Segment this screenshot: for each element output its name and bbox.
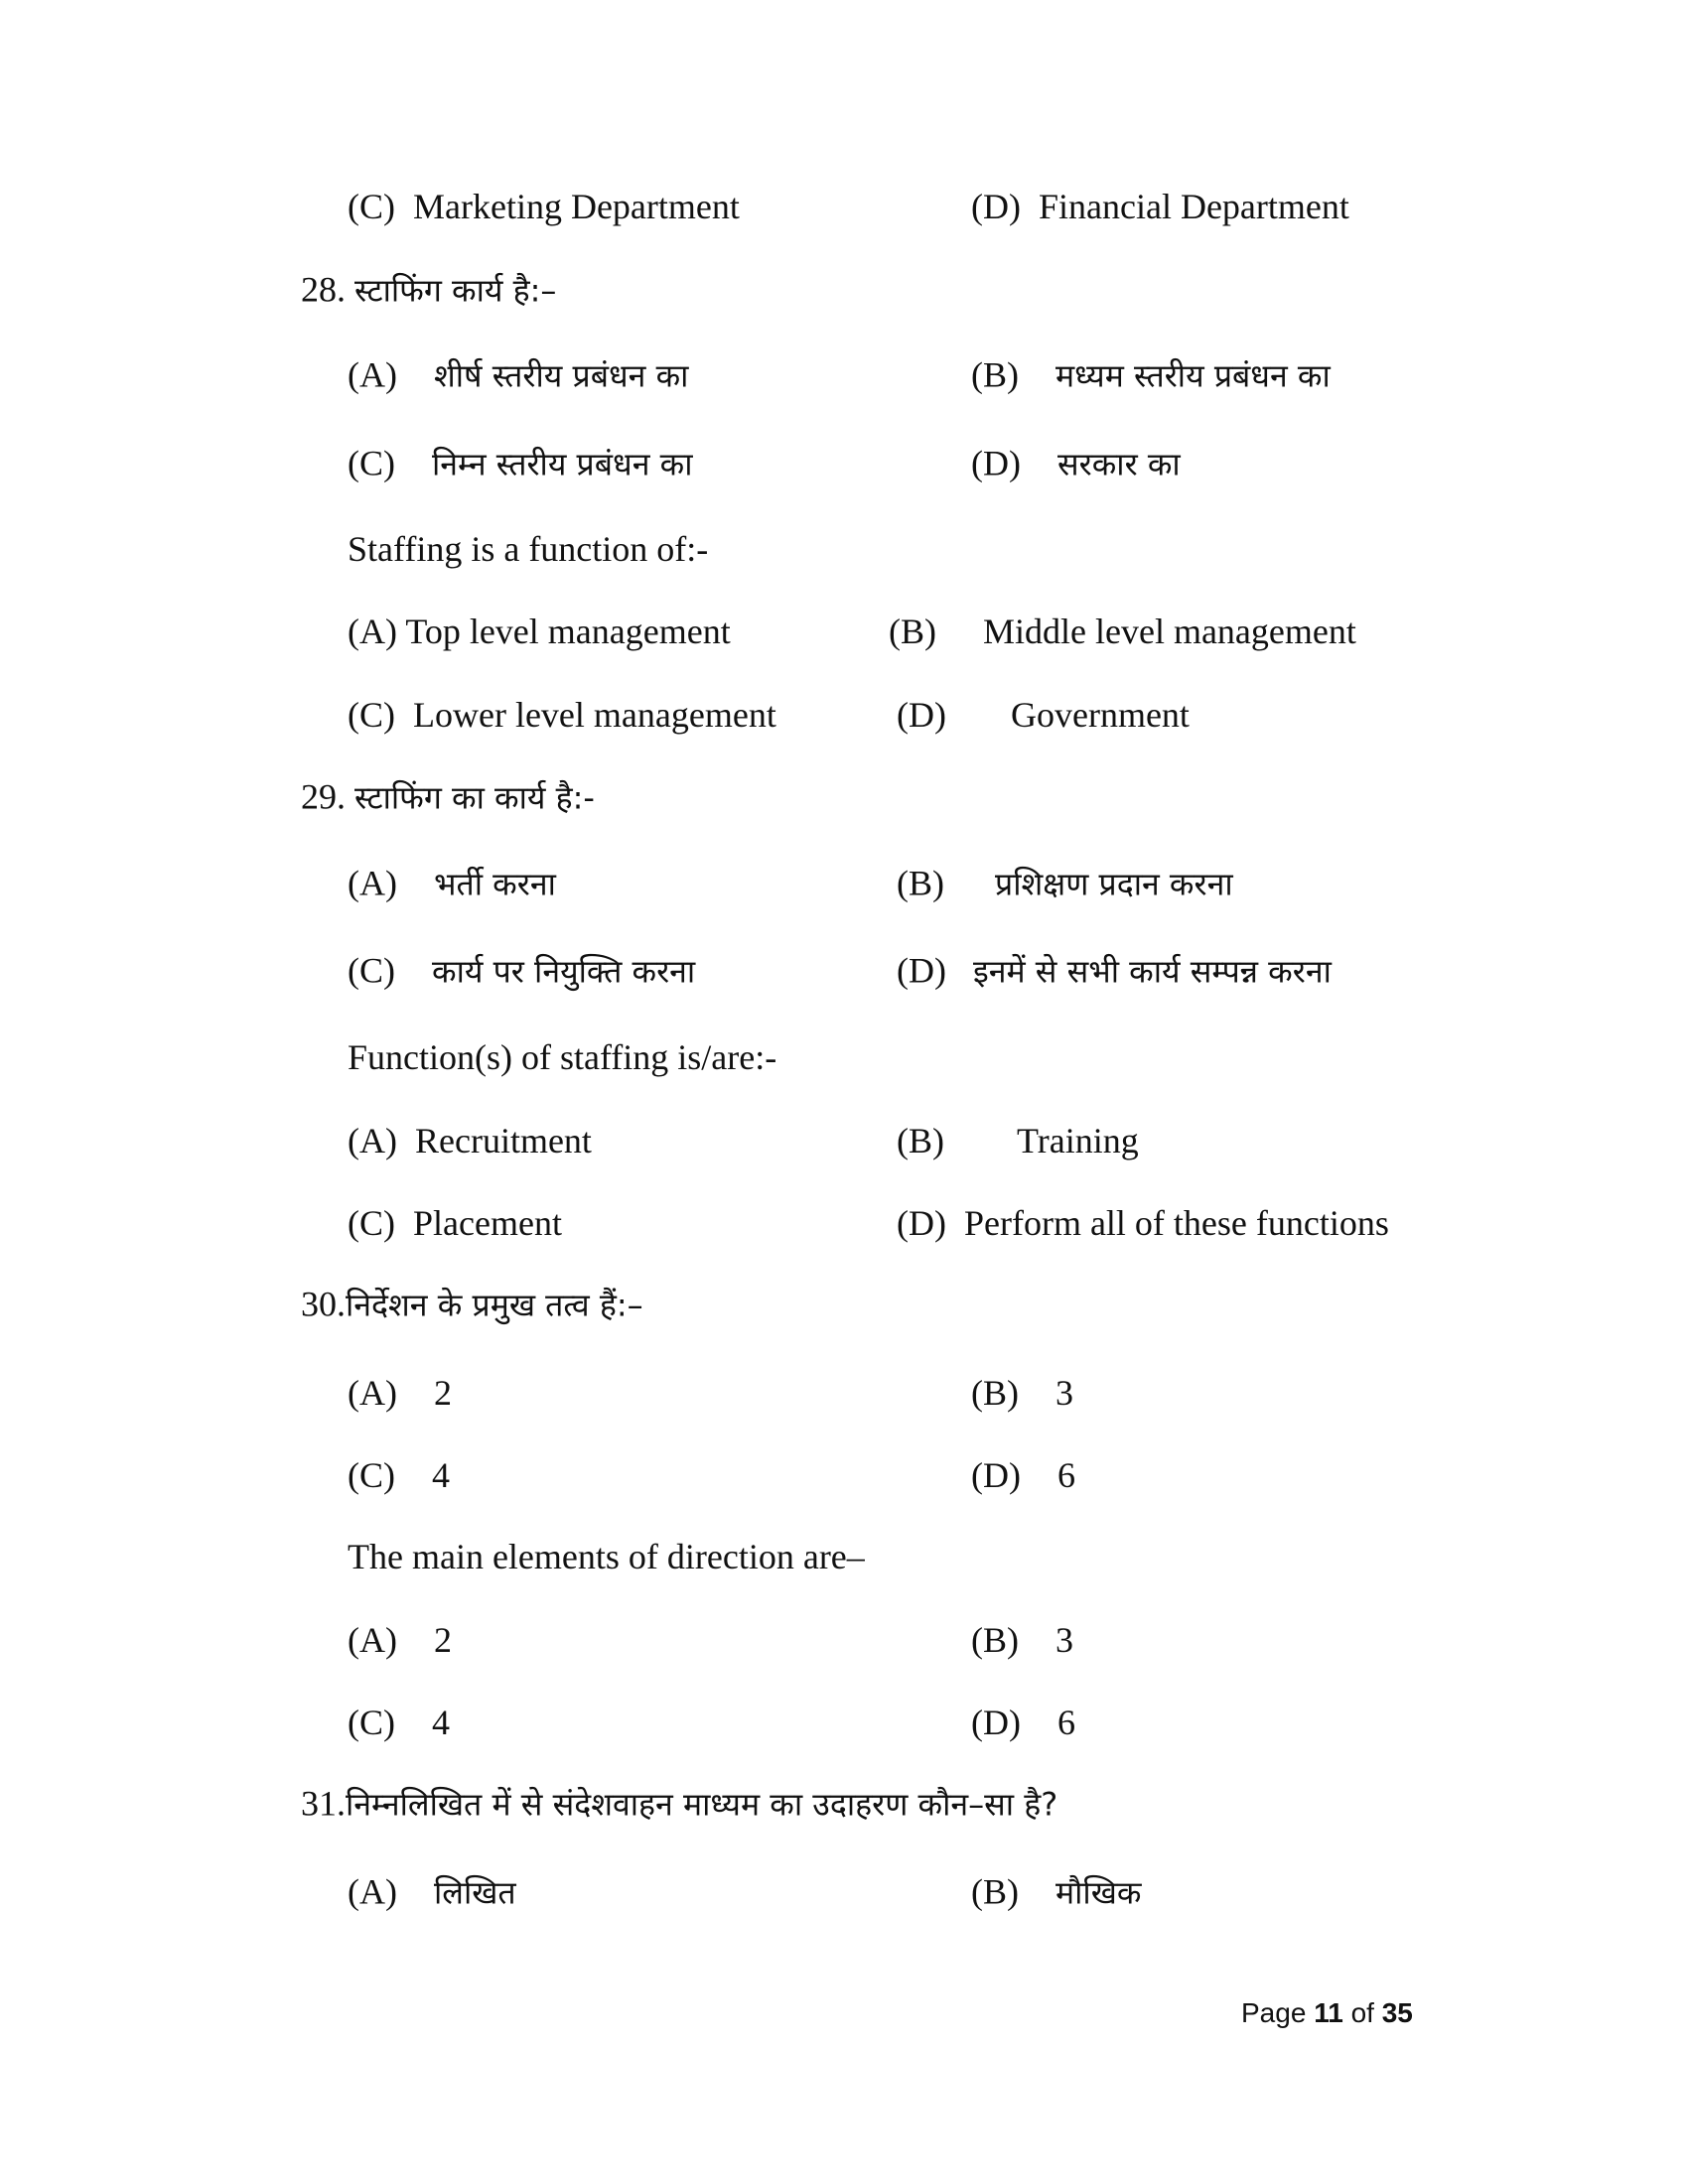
option-text: कार्य पर नियुक्ति करना (432, 952, 696, 991)
option-text: Training (1017, 1121, 1139, 1160)
q29-hindi-question (301, 775, 595, 820)
option-label: (C) (348, 1703, 395, 1742)
option-label: (A) (348, 354, 397, 395)
q28-english-option-b (889, 610, 1356, 653)
question-number: 31. (301, 1783, 346, 1824)
q28-hindi-option-d (971, 442, 1181, 486)
q30-hindi-question (301, 1283, 643, 1327)
option-label: (B) (889, 612, 936, 651)
q28-english-option-d (897, 693, 1190, 737)
q29-hindi-option-b (897, 862, 1233, 906)
option-text: सरकार का (1056, 445, 1181, 483)
q30-hindi-option-c (348, 1453, 450, 1497)
option-label: (A) (348, 1121, 397, 1160)
q28-english-question: Staffing is a function of:- (348, 529, 709, 569)
q28-hindi-option-b (971, 353, 1331, 398)
option-label: (D) (971, 1703, 1021, 1742)
question-text: निर्देशन के प्रमुख तत्व हैं:– (346, 1286, 643, 1324)
page-word: Page (1241, 1997, 1307, 2028)
option-text: Placement (413, 1203, 562, 1243)
q31-hindi-option-b (971, 1870, 1141, 1915)
option-label: (B) (971, 354, 1019, 395)
q30-english-option-d (971, 1701, 1075, 1744)
option-text: 3 (1055, 1373, 1073, 1413)
option-text: Financial Department (1038, 187, 1349, 226)
q29-hindi-option-d (897, 949, 1332, 994)
q30-hindi-option-a (348, 1371, 452, 1415)
option-label: (A) (348, 1871, 397, 1912)
option-text: 2 (433, 1620, 452, 1660)
option-text: मध्यम स्तरीय प्रबंधन का (1055, 356, 1331, 395)
q30-english-option-a (348, 1618, 452, 1662)
option-label: (C) (348, 443, 395, 483)
option-text: Middle level management (983, 612, 1356, 651)
q29-english-question: Function(s) of staffing is/are:- (348, 1037, 777, 1077)
option-text: 3 (1055, 1620, 1073, 1660)
option-text: भर्ती करना (433, 865, 556, 903)
option-label: (B) (971, 1620, 1019, 1660)
option-label: (D) (971, 443, 1021, 483)
option-text: प्रशिक्षण प्रदान करना (995, 865, 1233, 903)
option-label: (C) (348, 187, 395, 226)
q30-hindi-option-b (971, 1371, 1073, 1415)
option-text: 2 (433, 1373, 452, 1413)
question-number: 29. (301, 776, 346, 817)
option-label: (D) (971, 1455, 1021, 1495)
option-label: (C) (348, 695, 395, 735)
option-text: 6 (1056, 1455, 1075, 1495)
current-page: 11 (1314, 1997, 1343, 2028)
option-text: Lower level management (413, 695, 776, 735)
option-label: (C) (348, 950, 395, 991)
q28-hindi-question (301, 268, 556, 313)
option-label: (D) (897, 1203, 946, 1243)
option-label: (A) (348, 1620, 397, 1660)
q29-hindi-option-a (348, 862, 556, 906)
option-label: (D) (971, 187, 1021, 226)
q29-english-option-b (897, 1119, 1139, 1162)
option-label: (D) (897, 695, 946, 735)
q29-hindi-option-c (348, 949, 695, 994)
q30-english-option-b (971, 1618, 1073, 1662)
question-text: स्टाफिंग कार्य है:– (354, 271, 557, 310)
option-text: 6 (1056, 1703, 1075, 1742)
option-label: (A) (348, 612, 397, 651)
option-text: शीर्ष स्तरीय प्रबंधन का (433, 356, 689, 395)
option-label: (B) (897, 863, 944, 903)
q28-english-option-a (348, 610, 731, 653)
option-label: (C) (348, 1203, 395, 1243)
option-label: (A) (348, 1373, 397, 1413)
option-text: Marketing Department (413, 187, 740, 226)
option-text: 4 (432, 1455, 450, 1495)
option-text: मौखिक (1055, 1873, 1142, 1912)
question-text: स्टाफिंग का कार्य है:- (354, 778, 595, 817)
option-label: (B) (971, 1373, 1019, 1413)
q30-english-question: The main elements of direction are– (348, 1537, 865, 1576)
of-word: of (1350, 1997, 1374, 2028)
option-text: Government (1010, 695, 1190, 735)
option-text: लिखित (433, 1873, 516, 1912)
option-text: इनमें से सभी कार्य सम्पन्न करना (972, 952, 1332, 991)
q29-english-option-d (897, 1201, 1389, 1245)
option-text: Recruitment (414, 1121, 592, 1160)
q28-hindi-option-a (348, 353, 688, 398)
option-text: Top level management (405, 612, 731, 651)
q31-hindi-question (301, 1782, 1057, 1827)
q29-english-option-c (348, 1201, 562, 1245)
option-label: (C) (348, 1455, 395, 1495)
total-pages: 35 (1381, 1997, 1413, 2028)
option-label: (B) (971, 1871, 1019, 1912)
q29-english-option-a (348, 1119, 592, 1162)
q30-hindi-option-d (971, 1453, 1075, 1497)
q28-hindi-option-c (348, 442, 693, 486)
question-number: 30. (301, 1284, 346, 1324)
q27-option-d (971, 185, 1349, 228)
option-label: (A) (348, 863, 397, 903)
option-text: 4 (432, 1703, 450, 1742)
q27-option-c (348, 185, 740, 228)
option-label: (B) (897, 1121, 944, 1160)
question-number: 28. (301, 269, 346, 310)
page-number-footer (1241, 1997, 1413, 2029)
question-text: निम्नलिखित में से संदेशवाहन माध्यम का उदाहरण कौन–सा है? (346, 1785, 1058, 1824)
q31-hindi-option-a (348, 1870, 516, 1915)
q30-english-option-c (348, 1701, 450, 1744)
q28-english-option-c (348, 693, 776, 737)
option-text: Perform all of these functions (963, 1203, 1389, 1243)
option-text: निम्न स्तरीय प्रबंधन का (432, 445, 693, 483)
option-label: (D) (897, 950, 946, 991)
